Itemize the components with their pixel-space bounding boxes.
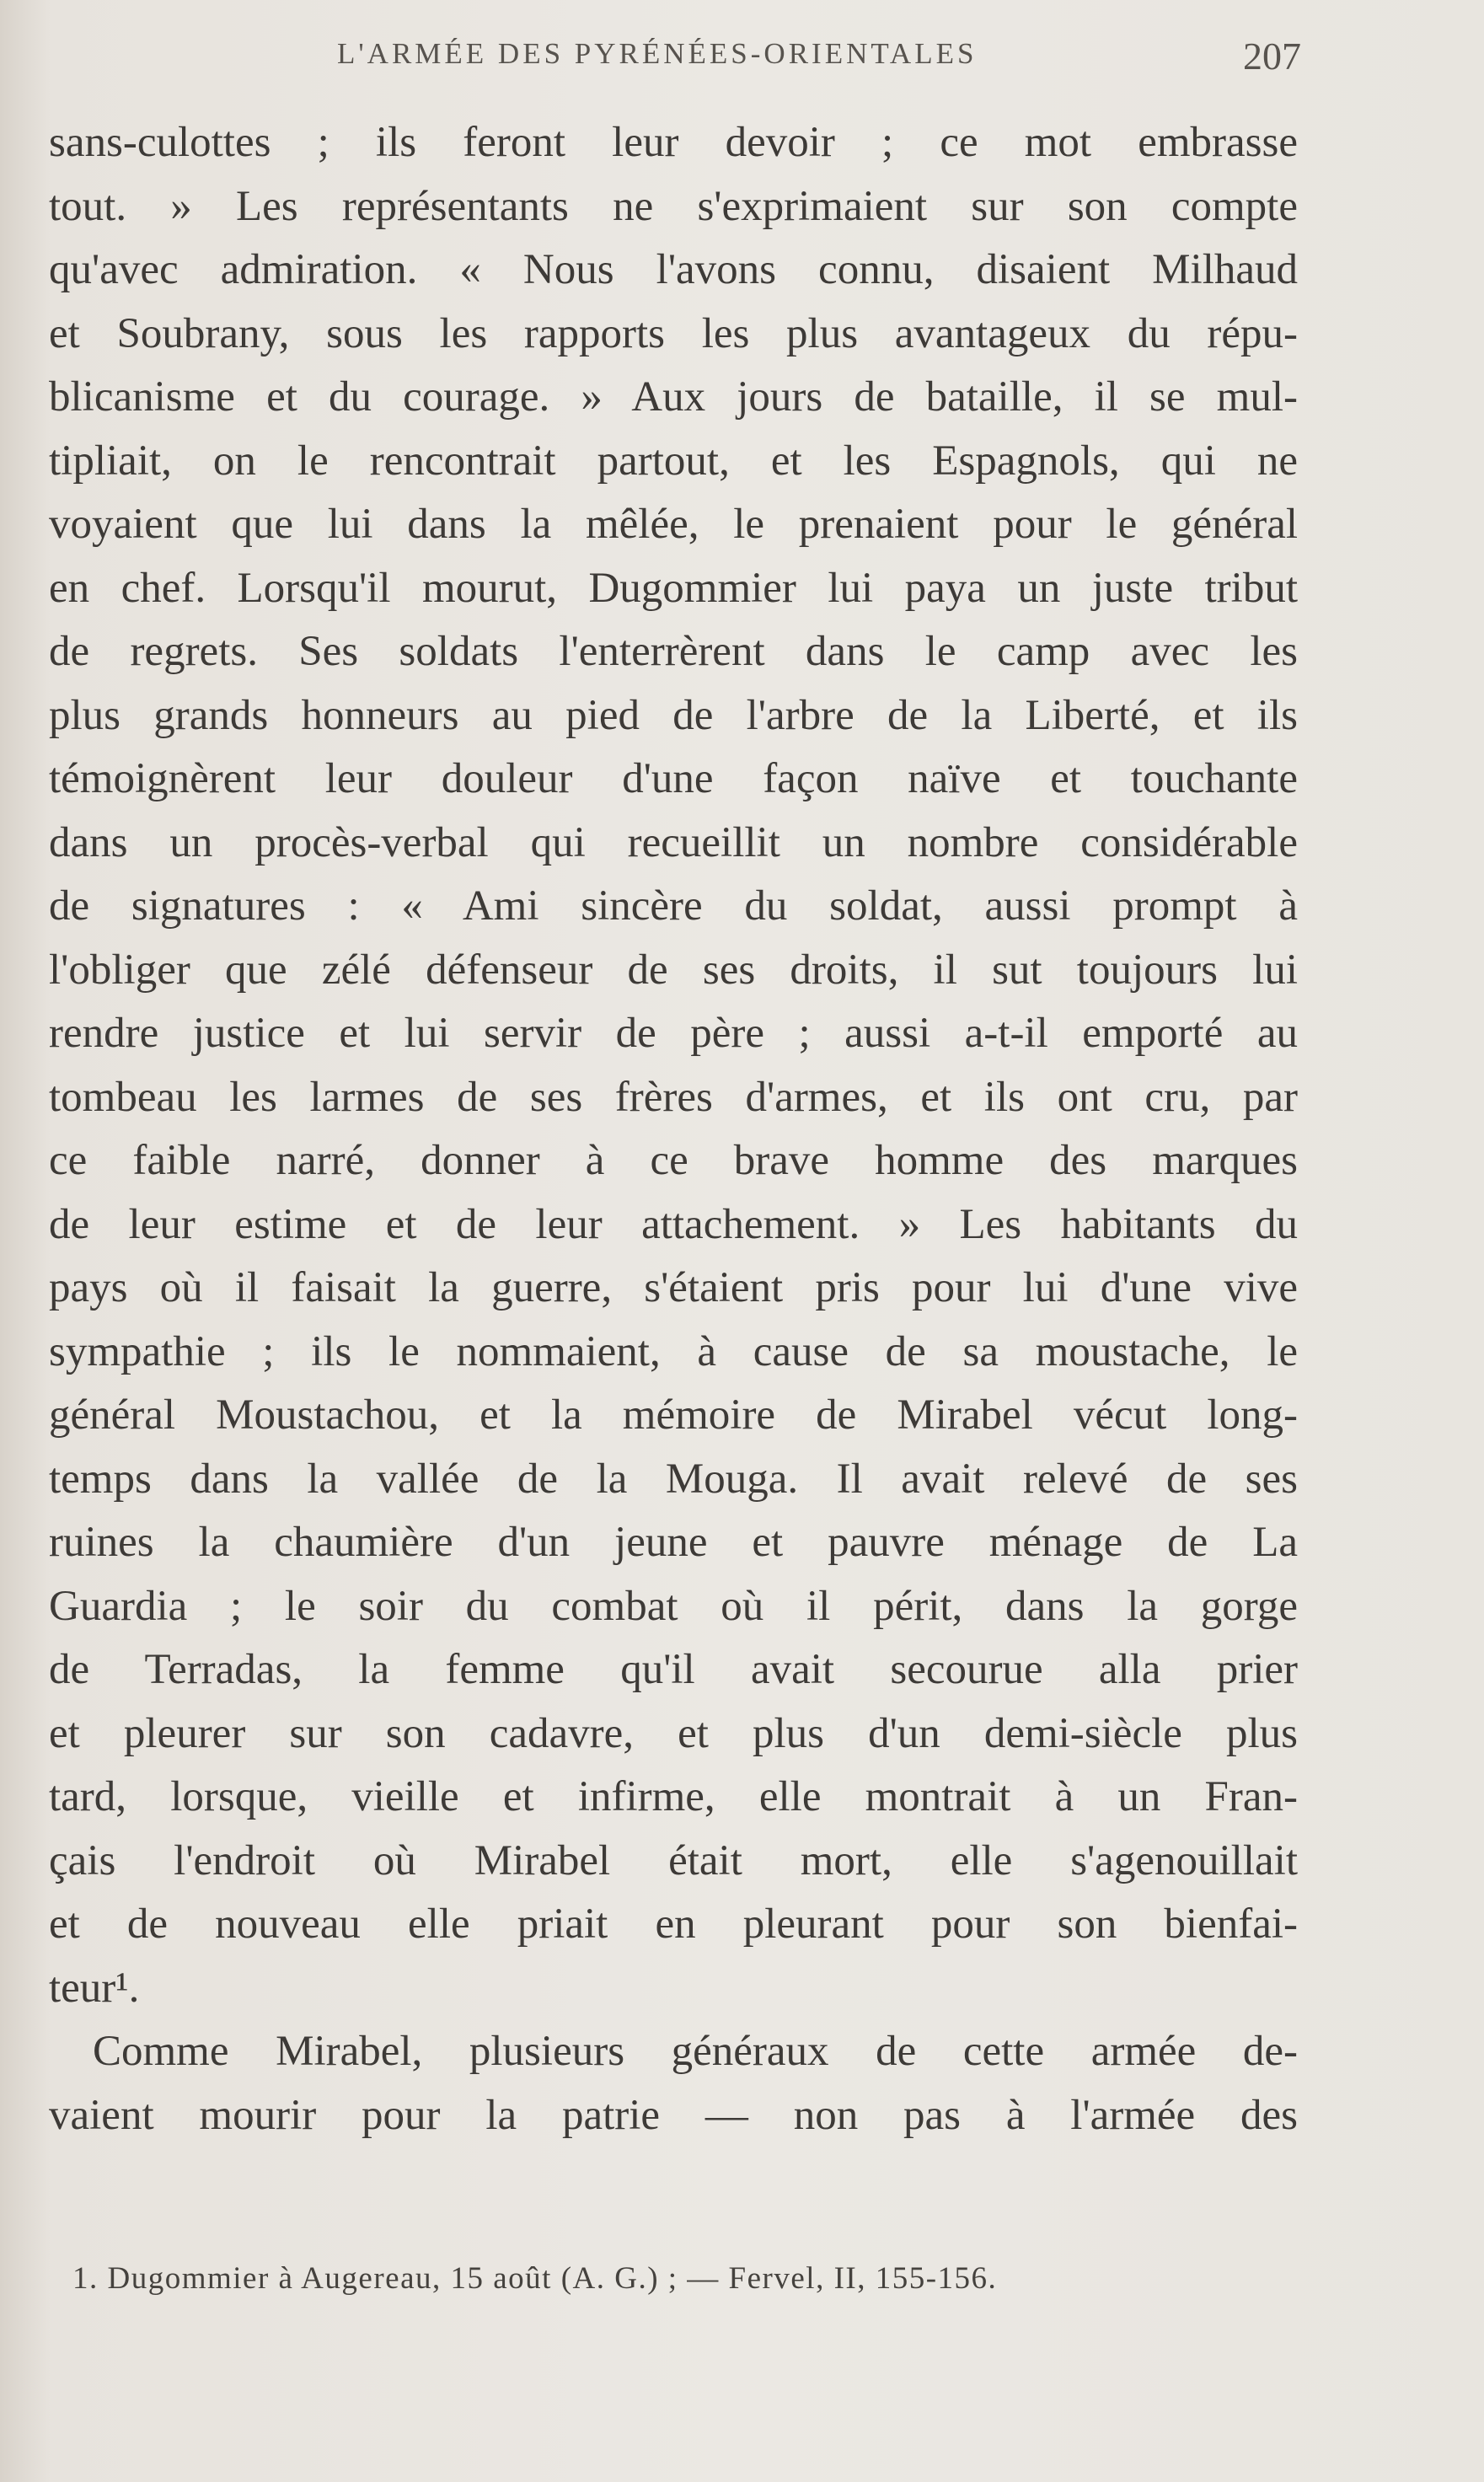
text-line: teur¹. bbox=[49, 1964, 140, 2012]
page-header bbox=[0, 30, 1484, 81]
text-line: et Soubrany, sous les rapports les plus avantageux du répu- bbox=[49, 309, 1298, 357]
text-line: ruines la chaumière d'un jeune et pauvre ménage de La bbox=[49, 1519, 1298, 1566]
text-line: dans un procès-verbal qui recueillit un nombre considérable bbox=[49, 818, 1298, 866]
text-line: de leur estime et de leur attachement. » Les habitants du bbox=[49, 1200, 1298, 1248]
text-line: tipliait, on le rencontrait partout, et les Espagnols, qui ne bbox=[49, 437, 1298, 485]
running-head: L'ARMÉE DES PYRÉNÉES-ORIENTALES bbox=[337, 37, 978, 70]
text-line: témoignèrent leur douleur d'une façon naïve et touchante bbox=[49, 755, 1298, 802]
text-line: de Terradas, la femme qu'il avait secourue alla prier bbox=[49, 1646, 1298, 1693]
text-line: vaient mourir pour la patrie — non pas à l'armée des bbox=[49, 2091, 1298, 2139]
text-line: en chef. Lorsqu'il mourut, Dugommier lui paya un juste tribut bbox=[49, 564, 1298, 612]
page-number: 207 bbox=[1243, 35, 1301, 78]
text-line: Guardia ; le soir du combat où il périt, dans la gorge bbox=[49, 1582, 1298, 1630]
text-line: et de nouveau elle priait en pleurant pour son bienfai- bbox=[49, 1900, 1298, 1948]
text-line: sans-culottes ; ils feront leur devoir ; ce mot embrasse bbox=[49, 119, 1298, 166]
body-text bbox=[49, 111, 1298, 2147]
text-line: de signatures : « Ami sincère du soldat, aussi prompt à bbox=[49, 882, 1298, 930]
text-line: et pleurer sur son cadavre, et plus d'un demi-siècle plus bbox=[49, 1709, 1298, 1757]
text-line: rendre justice et lui servir de père ; aussi a-t-il emporté au bbox=[49, 1010, 1298, 1057]
text-line: temps dans la vallée de la Mouga. Il avait relevé de ses bbox=[49, 1455, 1298, 1503]
text-line: tout. » Les représentants ne s'exprimaient sur son compte bbox=[49, 182, 1298, 230]
text-line: blicanisme et du courage. » Aux jours de bataille, il se mul- bbox=[49, 373, 1298, 421]
text-line: sympathie ; ils le nommaient, à cause de sa moustache, le bbox=[49, 1327, 1298, 1375]
text-line: voyaient que lui dans la mêlée, le prenaient pour le général bbox=[49, 501, 1298, 548]
text-line: ce faible narré, donner à ce brave homme des marques bbox=[49, 1137, 1298, 1184]
text-line: l'obliger que zélé défenseur de ses droits, il sut toujours lui bbox=[49, 946, 1298, 994]
text-line: çais l'endroit où Mirabel était mort, elle s'agenouillait bbox=[49, 1836, 1298, 1884]
text-line: de regrets. Ses soldats l'enterrèrent dans le camp avec les bbox=[49, 628, 1298, 675]
text-line-paragraph-start: Comme Mirabel, plusieurs généraux de cette armée de- bbox=[93, 2028, 1298, 2075]
text-line: tard, lorsque, vieille et infirme, elle montrait à un Fran- bbox=[49, 1773, 1298, 1820]
text-line: pays où il faisait la guerre, s'étaient pris pour lui d'une vive bbox=[49, 1264, 1298, 1311]
text-line: général Moustachou, et la mémoire de Mirabel vécut long- bbox=[49, 1391, 1298, 1439]
text-line: tombeau les larmes de ses frères d'armes, et ils ont cru, par bbox=[49, 1073, 1298, 1121]
text-line: qu'avec admiration. « Nous l'avons connu, disaient Milhaud bbox=[49, 246, 1298, 293]
footnote: 1. Dugommier à Augereau, 15 août (A. G.) ; — Fervel, II, 155-156. bbox=[72, 2261, 998, 2296]
text-line: plus grands honneurs au pied de l'arbre de la Liberté, et ils bbox=[49, 691, 1298, 739]
